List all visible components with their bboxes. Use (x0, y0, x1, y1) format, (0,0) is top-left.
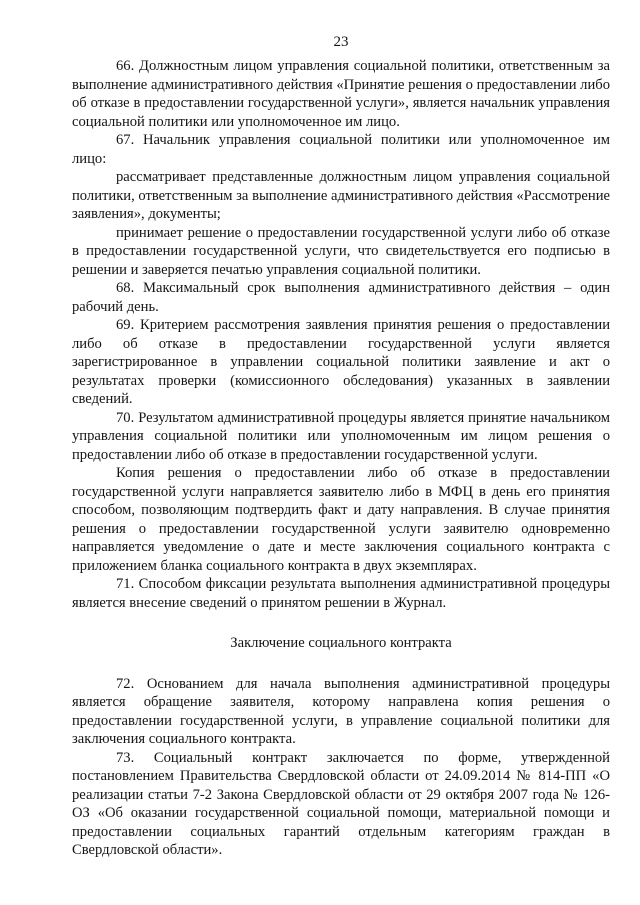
section-heading: Заключение социального контракта (230, 635, 452, 651)
paragraph-72: 72. Основанием для начала выполнения административной процедуры является обращение заявителя, которому направлена копия решения о предоставлении государственной услуги, в управление социальной политики для заключения социального контракта. (72, 675, 610, 747)
paragraph-70-copy: Копия решения о предоставлении либо об отказе в предоставлении государственной услуги направляется заявителю либо в МФЦ в день его принятия способом, позволяющим подтвердить факт и дату направления. В случае принятия решения о предоставлении государственной услуги заявителю одновременно направляется уведомление о дате и месте заключения социального контракта с приложением бланка социального контракта в двух экземплярах. (72, 465, 610, 574)
paragraph-73: 73. Социальный контракт заключается по форме, утвержденной постановлением Правительства Свердловской области от 24.09.2014 № 814-ПП «О реализации статьи 7-2 Закона Свердловской области от 29 октября 2007 года № 126-ОЗ «Об оказании государственной социальной помощи, материальной помощи и предоставлении социальных гарантий отдельным категориям граждан в Свердловской области». (72, 749, 610, 858)
document-body (72, 57, 610, 860)
paragraph-67: 67. Начальник управления социальной политики или уполномоченное им лицо: (72, 132, 610, 167)
page-number: 23 (333, 34, 349, 50)
paragraph-68: 68. Максимальный срок выполнения административного действия – один рабочий день. (72, 280, 610, 315)
document-page (72, 0, 610, 905)
paragraph-70: 70. Результатом административной процедуры является принятие начальником управления социальной политики или уполномоченным им лицом решения о предоставлении либо об отказе в предоставлении государственной услуги. (72, 409, 610, 463)
paragraph-67-item-2: принимает решение о предоставлении государственной услуги либо об отказе в предоставлении государственной услуги, что свидетельствуется его подписью в решении и заверяется печатью управления социальной политики. (72, 224, 610, 278)
paragraph-71: 71. Способом фиксации результата выполнения административной процедуры является внесение сведений о принятом решении в Журнал. (72, 576, 610, 611)
paragraph-69: 69. Критерием рассмотрения заявления принятия решения о предоставлении либо об отказе в предоставлении государственной услуги является зарегистрированное в управлении социальной политики заявление и акт о результатах проверки (комиссионного обследования) указанных в заявлении сведений. (72, 317, 610, 407)
paragraph-67-item-1: рассматривает представленные должностным лицом управления социальной политики, ответственным за выполнение административного действия «Рассмотрение заявления», документы; (72, 169, 610, 222)
paragraph-66: 66. Должностным лицом управления социальной политики, ответственным за выполнение административного действия «Принятие решения о предоставлении либо об отказе в предоставлении государственной услуги», является начальник управления социальной политики или уполномоченное им лицо. (72, 58, 610, 130)
